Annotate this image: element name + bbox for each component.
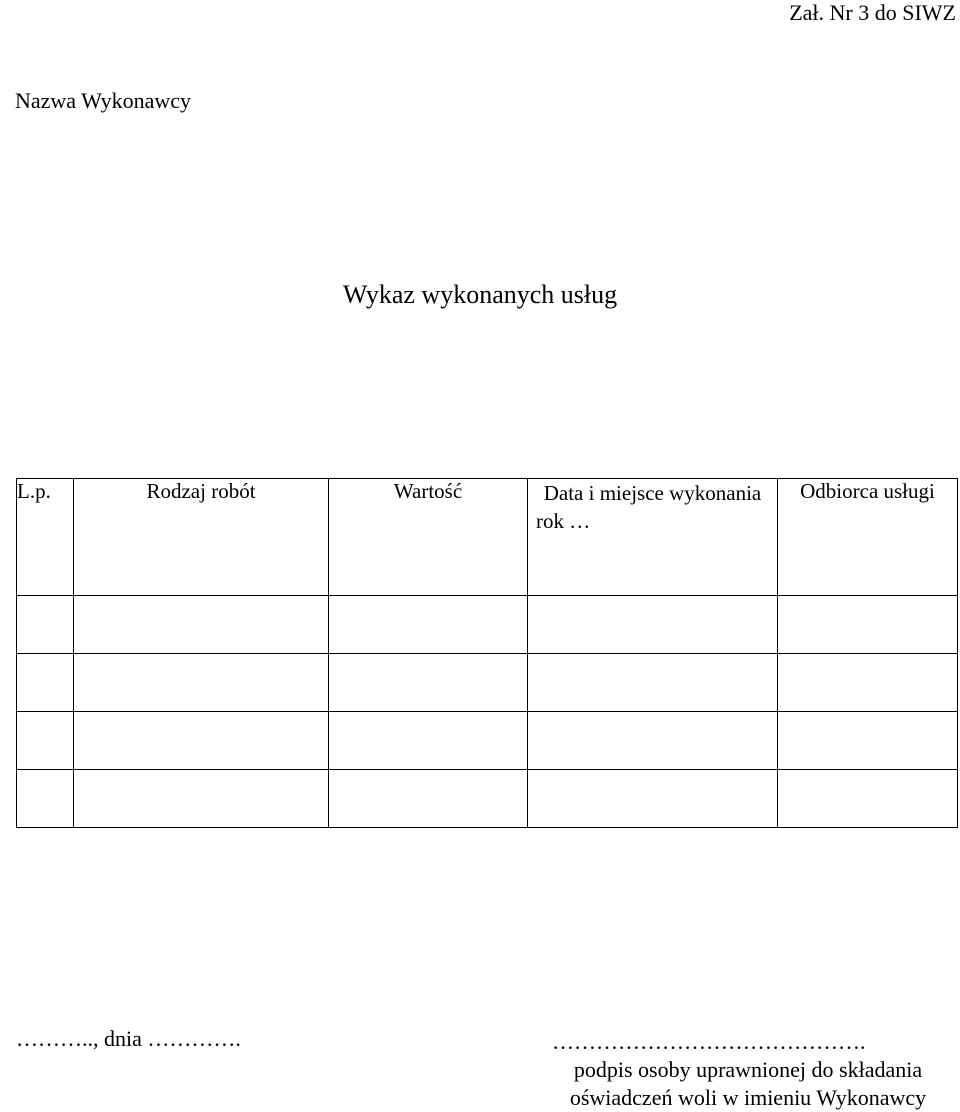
header-date-place-text: Data i miejsce wykonania <box>543 481 762 505</box>
table-cell[interactable] <box>329 654 528 712</box>
table-cell[interactable] <box>528 654 778 712</box>
table-cell[interactable] <box>74 596 329 654</box>
place-date-field: ……….., dnia …………. <box>16 1026 241 1051</box>
table-cell[interactable] <box>528 712 778 770</box>
document-title: Wykaz wykonanych usług <box>342 280 618 309</box>
header-date-place <box>528 479 778 596</box>
contractor-name-label: Nazwa Wykonawcy <box>15 88 192 113</box>
signature-block <box>540 1028 956 1112</box>
table-cell[interactable] <box>778 596 958 654</box>
header-year-text: rok … <box>536 509 591 534</box>
table-row <box>17 770 958 828</box>
header-recipient: Odbiorca usługi <box>778 479 958 596</box>
table-cell[interactable] <box>17 596 74 654</box>
table-header-row <box>17 479 958 596</box>
table-cell[interactable] <box>329 770 528 828</box>
table-cell[interactable] <box>778 654 958 712</box>
table-cell[interactable] <box>17 770 74 828</box>
table-cell[interactable] <box>329 596 528 654</box>
table-cell[interactable] <box>17 654 74 712</box>
table-row <box>17 712 958 770</box>
header-lp: L.p. <box>17 479 74 596</box>
table-cell[interactable] <box>74 770 329 828</box>
table-cell[interactable] <box>74 654 329 712</box>
table-cell[interactable] <box>17 712 74 770</box>
table-row <box>17 654 958 712</box>
table-row <box>17 596 958 654</box>
services-table <box>16 478 958 828</box>
table-cell[interactable] <box>74 712 329 770</box>
table-cell[interactable] <box>778 770 958 828</box>
signature-caption: podpis osoby uprawnionej do składania oświadczeń woli w imieniu Wykonawcy <box>569 1056 927 1110</box>
attachment-number: Zał. Nr 3 do SIWZ <box>789 0 956 25</box>
table-cell[interactable] <box>329 712 528 770</box>
table-cell[interactable] <box>528 770 778 828</box>
header-value: Wartość <box>329 479 528 596</box>
table-cell[interactable] <box>778 712 958 770</box>
header-work-type: Rodzaj robót <box>74 479 329 596</box>
signature-line: ……………………………………. <box>552 1029 866 1054</box>
table-cell[interactable] <box>528 596 778 654</box>
